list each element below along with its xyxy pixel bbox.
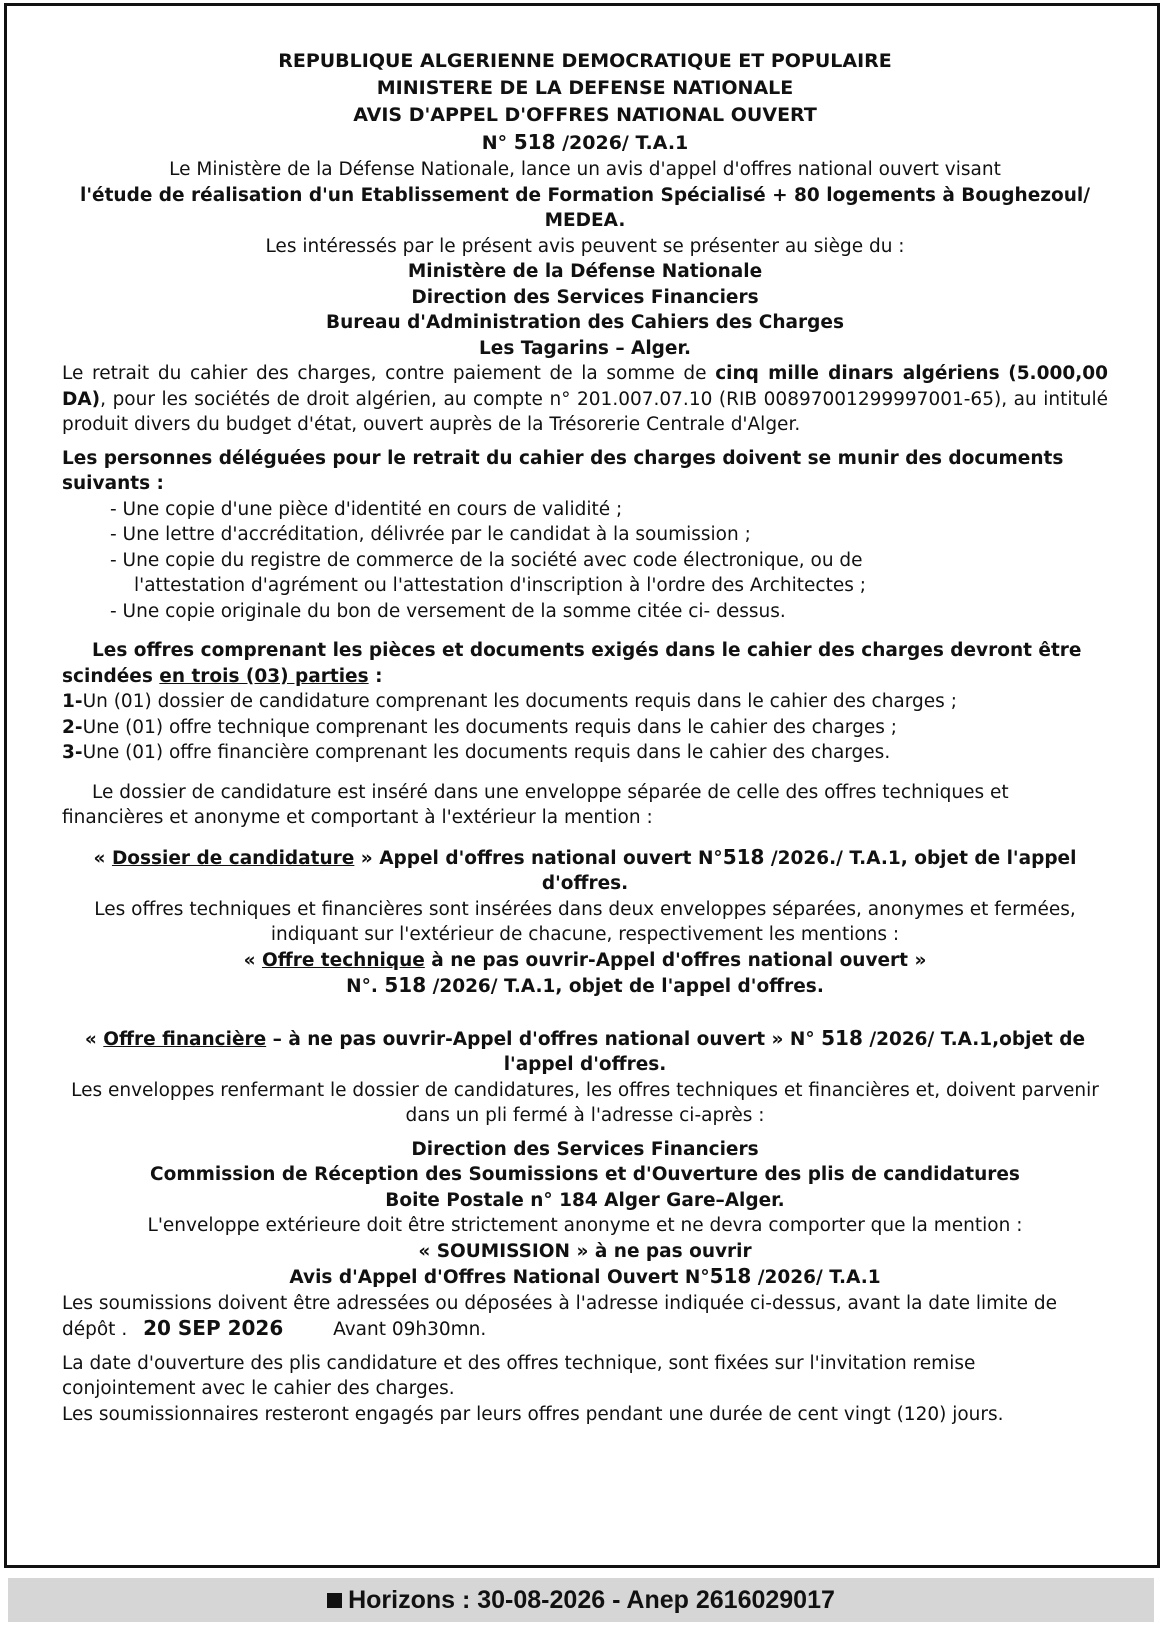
depot-date: 20 SEP 2026 bbox=[143, 1316, 284, 1340]
dossier-ref-suffix: /2026./ T.A.1, objet de l'appel d'offres. bbox=[541, 847, 1077, 894]
header-republic: REPUBLIQUE ALGERIENNE DEMOCRATIQUE ET POPULAIRE bbox=[278, 50, 892, 72]
siege-ministry: Ministère de la Défense Nationale bbox=[407, 261, 763, 282]
part-number: 3- bbox=[62, 742, 83, 763]
delegues-item: - Une copie d'une pièce d'identité en cours de validité ; bbox=[110, 498, 623, 520]
notice-number: 518 bbox=[513, 130, 556, 154]
part-number: 2- bbox=[62, 716, 83, 738]
part-text: Une (01) offre financière comprenant les documents requis dans le cahier des charges. bbox=[82, 742, 891, 763]
depot-text: Les soumissions doivent être adressées ou déposées à l'adresse indiquée ci-dessus, avant la date limite de dépôt . bbox=[62, 1292, 1057, 1340]
fin-label: Offre financière bbox=[103, 1028, 267, 1050]
ext-avis bbox=[62, 1264, 1108, 1291]
fin-ref-suffix: /2026/ T.A.1,objet de l'appel d'offres. bbox=[503, 1028, 1086, 1075]
ext-avis-label: Avis d'Appel d'Offres National Ouvert N° bbox=[289, 1267, 710, 1288]
tech-mention bbox=[62, 948, 1108, 974]
offres-colon: : bbox=[368, 665, 383, 687]
quote-close: » bbox=[360, 847, 373, 869]
dossier-ref: Appel d'offres national ouvert N° bbox=[379, 847, 723, 869]
dossier-label: Dossier de candidature bbox=[111, 847, 355, 869]
footer-bar bbox=[8, 1578, 1154, 1622]
delegues-lead: Les personnes déléguées pour le retrait du cahier des charges doivent se munir des documents suivants : bbox=[62, 447, 1064, 494]
quote-open: « bbox=[243, 949, 256, 971]
depot-time: Avant 09h30mn. bbox=[333, 1319, 487, 1340]
dossier-mention bbox=[62, 845, 1108, 897]
offres-lead: Les offres comprenant les pièces et documents exigés dans le cahier des charges devront être bbox=[92, 640, 1082, 661]
notice-number: 518 bbox=[709, 1264, 752, 1288]
retrait-amount: (5.000,00 DA) bbox=[62, 363, 1108, 410]
project-object: l'étude de réalisation d'un Etablissement de Formation Spécialisé + 80 logements à Boughezoul/ MEDEA. bbox=[80, 184, 1090, 231]
delegues-item: - Une copie originale du bon de versement de la somme citée ci- dessus. bbox=[110, 600, 786, 622]
number-prefix: N°. bbox=[346, 976, 378, 997]
offre-part-3 bbox=[62, 740, 1108, 766]
part-text: Une (01) offre technique comprenant les documents requis dans le cahier des charges ; bbox=[82, 716, 897, 738]
delegues-item: - Une lettre d'accréditation, délivrée par le candidat à la soumission ; bbox=[110, 524, 751, 545]
tech-ref: à ne pas ouvrir-Appel d'offres national ouvert » bbox=[431, 949, 927, 971]
ouverture-text: La date d'ouverture des plis candidature et des offres technique, sont fixées sur l'invitation remise conjointement avec le cahier des charges. bbox=[62, 1352, 976, 1399]
notice-number: 518 bbox=[821, 1025, 863, 1050]
offres-trois-parties: en trois (03) parties bbox=[159, 665, 369, 687]
envoi-text: Les enveloppes renfermant le dossier de candidatures, les offres techniques et financières et, doivent parvenir dans un pli fermé à l'adresse ci-après : bbox=[71, 1079, 1099, 1126]
siege-direction: Direction des Services Financiers bbox=[411, 286, 759, 308]
retrait-paragraph bbox=[62, 361, 1108, 438]
fin-mention bbox=[62, 1026, 1108, 1078]
ext-text: L'enveloppe extérieure doit être strictement anonyme et ne devra comporter que la mention : bbox=[147, 1215, 1023, 1236]
envoi-bp: Boite Postale n° 184 Alger Gare–Alger. bbox=[385, 1189, 785, 1211]
dossier-text: Le dossier de candidature est inséré dans une enveloppe séparée de celle des offres techniques et financières et anonyme et comportant à l'extérieur la mention : bbox=[62, 781, 1009, 828]
header-number bbox=[62, 129, 1108, 157]
number-suffix: /2026/ T.A.1 bbox=[562, 132, 689, 154]
siege-location: Les Tagarins – Alger. bbox=[479, 337, 691, 359]
number-suffix: /2026/ T.A.1, objet de l'appel d'offres. bbox=[432, 976, 824, 997]
header-ministry: MINISTERE DE LA DEFENSE NATIONALE bbox=[376, 77, 794, 99]
notice-number: 518 bbox=[722, 844, 765, 869]
offres-scindees: scindées bbox=[62, 665, 153, 687]
retrait-text-2: , pour les sociétés de droit algérien, au compte n° 201.007.07.10 (RIB 00897001299997001-65), au intitulé produit divers du budget d'état, ouvert auprès de la Trésorerie Centrale d'Alger. bbox=[62, 388, 1108, 435]
offres-lead-2 bbox=[62, 664, 1108, 690]
notice-number: 518 bbox=[384, 973, 427, 997]
tech-number-line bbox=[62, 973, 1108, 1000]
offre-part-1 bbox=[62, 689, 1108, 715]
siege-lead: Les intéressés par le présent avis peuvent se présenter au siège du : bbox=[265, 235, 905, 257]
part-text: Un (01) dossier de candidature comprenant les documents requis dans le cahier des charges ; bbox=[82, 691, 957, 712]
footer-reference: Horizons : 30-08-2026 - Anep 2616029017 bbox=[348, 1585, 835, 1614]
number-prefix: N° bbox=[481, 132, 508, 154]
part-number: 1- bbox=[62, 691, 83, 712]
engagement-text: Les soumissionnaires resteront engagés par leurs offres pendant une durée de cent vingt (120) jours. bbox=[62, 1403, 1004, 1425]
notice-body bbox=[62, 48, 1108, 1427]
retrait-text-1: Le retrait du cahier des charges, contre paiement de la somme de bbox=[62, 363, 707, 384]
envoi-commission: Commission de Réception des Soumissions et d'Ouverture des plis de candidatures bbox=[150, 1164, 1020, 1185]
square-bullet-icon bbox=[327, 1593, 342, 1608]
siege-bureau: Bureau d'Administration des Cahiers des Charges bbox=[326, 312, 844, 333]
ext-soumission: « SOUMISSION » à ne pas ouvrir bbox=[418, 1240, 752, 1262]
quote-open: « bbox=[93, 847, 106, 869]
offre-part-2 bbox=[62, 715, 1108, 741]
retrait-amount-words: cinq mille dinars algériens bbox=[715, 363, 1000, 384]
number-suffix: /2026/ T.A.1 bbox=[757, 1267, 881, 1288]
depot-paragraph bbox=[62, 1291, 1108, 1343]
delegues-item: l'attestation d'agrément ou l'attestation d'inscription à l'ordre des Architectes ; bbox=[134, 575, 866, 596]
tech-label: Offre technique bbox=[261, 949, 425, 971]
header-title: AVIS D'APPEL D'OFFRES NATIONAL OUVERT bbox=[353, 104, 817, 126]
quote-open: « bbox=[84, 1028, 97, 1050]
delegues-item: - Une copie du registre de commerce de la société avec code électronique, ou de bbox=[110, 549, 863, 571]
envoi-direction: Direction des Services Financiers bbox=[411, 1138, 759, 1160]
intro-line: Le Ministère de la Défense Nationale, lance un avis d'appel d'offres national ouvert visant bbox=[169, 159, 1001, 180]
tech-text: Les offres techniques et financières sont insérées dans deux enveloppes séparées, anonymes et fermées, indiquant sur l'extérieur de chacune, respectivement les mentions : bbox=[94, 898, 1076, 945]
fin-ref: – à ne pas ouvrir-Appel d'offres national ouvert » N° bbox=[272, 1028, 815, 1050]
